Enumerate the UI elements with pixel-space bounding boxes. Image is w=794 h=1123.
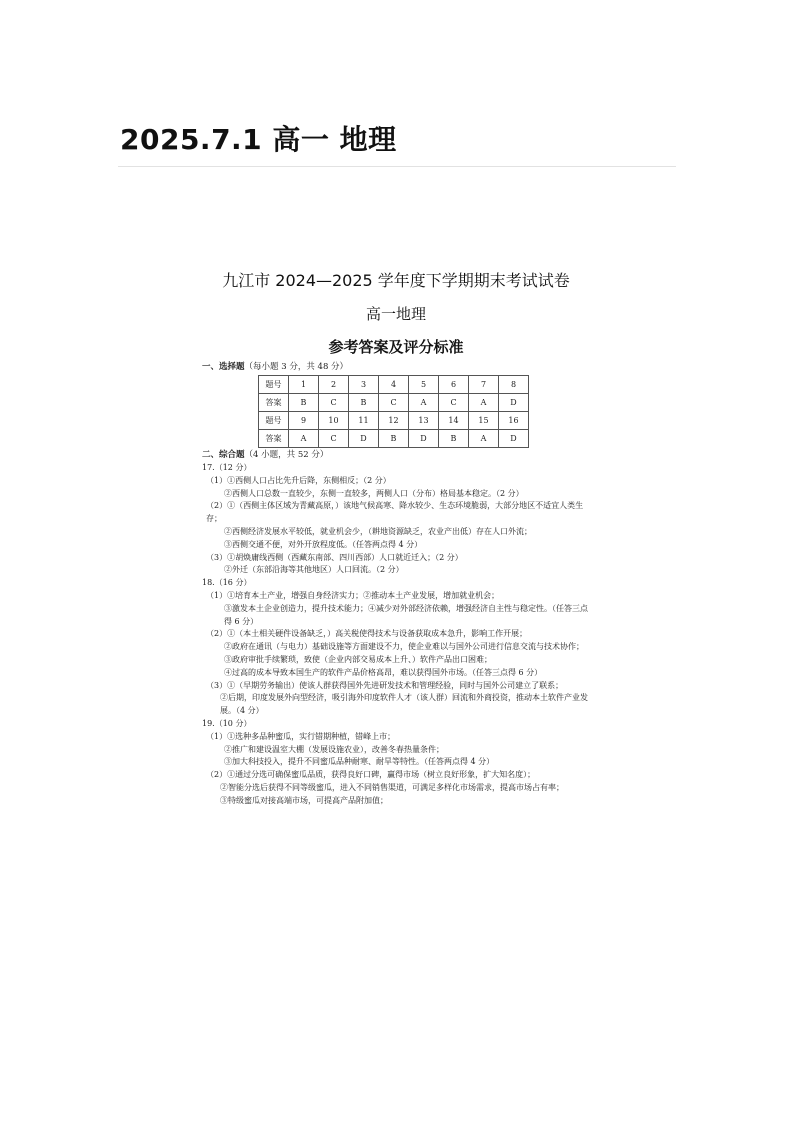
answer-table-cell: C <box>439 394 469 412</box>
answer-table <box>258 375 529 448</box>
answer-table-cell: A <box>409 394 439 412</box>
answer-line: （1）①培育本土产业，增强自身经济实力；②推动本土产业发展，增加就业机会； <box>206 590 500 600</box>
answer-table-cell: 14 <box>439 412 469 430</box>
answer-table-cell: B <box>349 394 379 412</box>
answer-line: ②西侧人口总数一直较少，东侧一直较多，两侧人口（分布）格局基本稳定。（2 分） <box>224 488 524 498</box>
answer-line: 18.（16 分） <box>202 578 252 588</box>
page-header <box>120 118 676 158</box>
answer-table-cell: D <box>499 430 529 448</box>
answer-table-cell: B <box>439 430 469 448</box>
answer-line: ③西侧交通不便，对外开放程度低。（任答两点得 4 分） <box>224 539 423 549</box>
answer-table-cell: 16 <box>499 412 529 430</box>
answer-table-row-header: 题号 <box>259 376 289 394</box>
answer-table-cell: 1 <box>289 376 319 394</box>
answer-table-cell: C <box>379 394 409 412</box>
section-choice-label: 一、选择题 <box>202 362 245 372</box>
answer-table-row <box>259 412 529 430</box>
answer-document <box>202 268 590 808</box>
answer-table-cell: 11 <box>349 412 379 430</box>
answer-table-cell: A <box>469 430 499 448</box>
answer-line: ②推广和建设温室大棚（发展设施农业），改善冬春热量条件； <box>224 744 444 754</box>
answer-table-cell: C <box>319 430 349 448</box>
exam-title: 九江市 2024—2025 学年度下学期期末考试试卷 <box>222 271 570 290</box>
answer-line: （1）①西侧人口占比先升后降，东侧相反；（2 分） <box>206 475 391 485</box>
answer-table-cell: D <box>499 394 529 412</box>
answer-table-row-header: 答案 <box>259 394 289 412</box>
answer-text-body <box>202 462 590 808</box>
header-divider <box>118 166 676 167</box>
answer-line: ②外迁（东部沿海等其他地区）人口回流。（2 分） <box>224 565 404 575</box>
answer-table-cell: 5 <box>409 376 439 394</box>
answer-line: ③加大科技投入，提升不同蜜瓜品种耐寒、耐旱等特性。（任答两点得 4 分） <box>224 757 495 767</box>
answer-line: ③政府审批手续繁琐，致使（企业内部交易成本上升、）软件产品出口困难； <box>224 654 492 664</box>
answer-table-cell: 10 <box>319 412 349 430</box>
answer-table-cell: 4 <box>379 376 409 394</box>
answer-line: （2）①（本土相关硬件设备缺乏，）高关税使得技术与设备获取成本急升，影响工作开展； <box>206 629 528 639</box>
exam-subject: 高一地理 <box>365 305 426 323</box>
answer-line: ②西侧经济发展水平较低，就业机会少，（耕地资源缺乏，农业产出低）存在人口外流； <box>224 526 532 536</box>
answer-key-heading: 参考答案及评分标准 <box>328 338 464 356</box>
answer-table-cell: B <box>289 394 319 412</box>
answer-line: ②智能分选后获得不同等级蜜瓜，进入不同销售渠道，可满足多样化市场需求，提高市场占有率； <box>220 782 564 792</box>
section-choice-note: （每小题 3 分，共 48 分） <box>244 362 349 372</box>
answer-line: （3）①胡焕庸线西侧（西藏东南部、四川西部）人口就近迁入；（2 分） <box>206 552 463 562</box>
answer-table-cell: 6 <box>439 376 469 394</box>
answer-table-cell: C <box>319 394 349 412</box>
answer-line: （1）①选种多品种蜜瓜，实行错期种植，错峰上市； <box>206 731 396 741</box>
answer-table-row <box>259 394 529 412</box>
answer-line: 17.（12 分） <box>202 463 252 472</box>
answer-table-cell: A <box>469 394 499 412</box>
answer-line: （2）①通过分选可确保蜜瓜品质，获得良好口碑，赢得市场（树立良好形象，扩大知名度）； <box>206 770 536 780</box>
answer-line: ③激发本土企业创造力，提升技术能力；④减少对外部经济依赖，增强经济自主性与稳定性。（任答三点得 6 分） <box>224 603 588 626</box>
answer-table-cell: 8 <box>499 376 529 394</box>
section-comprehensive-label: 二、综合题 <box>202 450 245 460</box>
answer-line: 19.（10 分） <box>202 718 252 728</box>
answer-table-cell: 2 <box>319 376 349 394</box>
page-title: 2025.7.1 高一 地理 <box>120 123 397 156</box>
answer-table-row-header: 题号 <box>259 412 289 430</box>
answer-table-cell: D <box>409 430 439 448</box>
answer-line: ②后期，印度发展外向型经济，吸引海外印度软件人才（该人群）回流和外商投资，推动本土软件产业发展。（4 分） <box>220 693 588 716</box>
answer-line: ④过高的成本导致本国生产的软件产品价格高昂，难以获得国外市场。（任答三点得 6 分） <box>224 667 543 677</box>
answer-table-row <box>259 376 529 394</box>
answer-table-cell: A <box>289 430 319 448</box>
answer-table-cell: 7 <box>469 376 499 394</box>
answer-table-cell: 12 <box>379 412 409 430</box>
section-comprehensive-note: （4 小题，共 52 分） <box>244 450 329 460</box>
answer-table-cell: 3 <box>349 376 379 394</box>
answer-line: ③特级蜜瓜对接高端市场，可提高产品附加值； <box>220 795 388 805</box>
answer-table-cell: 9 <box>289 412 319 430</box>
answer-table-row <box>259 430 529 448</box>
answer-table-cell: 13 <box>409 412 439 430</box>
answer-table-row-header: 答案 <box>259 430 289 448</box>
section-comprehensive-heading <box>202 449 590 462</box>
answer-line: （2）①（西侧主体区域为青藏高原，）该地气候高寒、降水较少、生态环境脆弱，大部分地区不适宜人类生存； <box>206 501 584 524</box>
answer-table-cell: D <box>349 430 379 448</box>
answer-line: ②政府在通讯（与电力）基础设施等方面建设不力，使企业难以与国外公司进行信息交流与技术协作； <box>224 642 584 652</box>
answer-table-cell: 15 <box>469 412 499 430</box>
section-choice-heading <box>202 361 590 374</box>
answer-table-cell: B <box>379 430 409 448</box>
answer-line: （3）①（早期劳务输出）使该人群获得国外先进研发技术和管理经验，同时与国外公司建立了联系； <box>206 680 564 690</box>
